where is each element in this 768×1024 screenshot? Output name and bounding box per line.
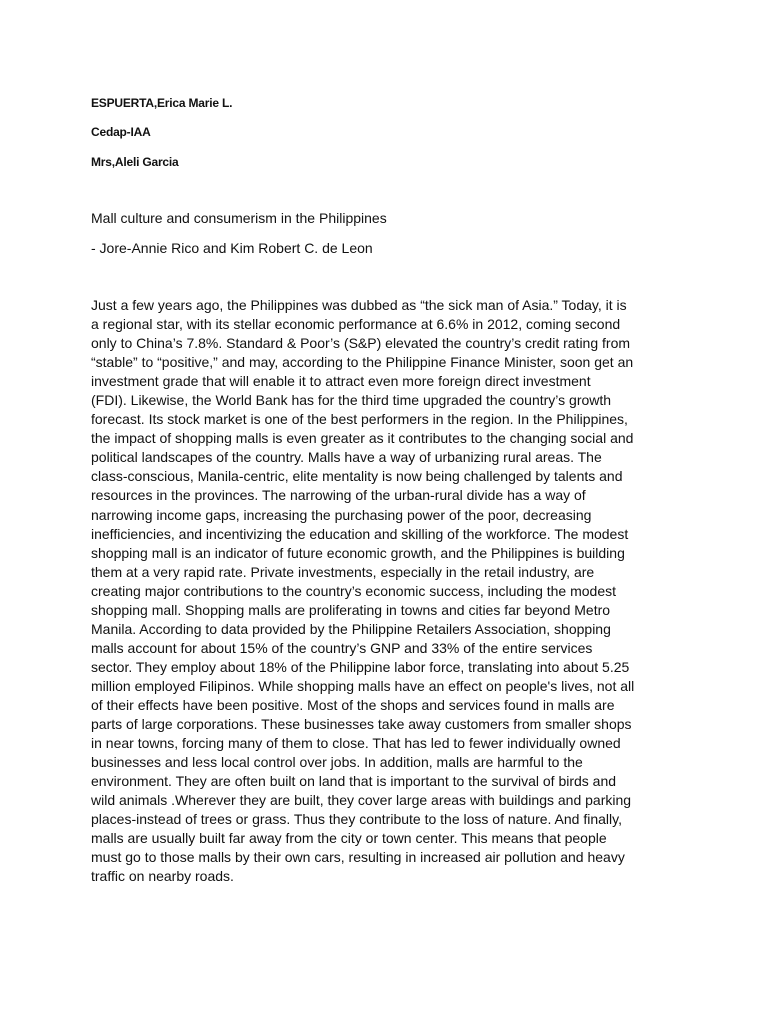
body-line: wild animals .Wherever they are built, they cover large areas with buildings and parking <box>91 792 632 809</box>
body-line: creating major contributions to the country’s economic success, including the modest <box>91 582 617 599</box>
body-line: must go to those malls by their own cars, resulting in increased air pollution and heavy <box>91 849 625 866</box>
body-line: in near towns, forcing many of them to close. That has led to fewer individually owned <box>91 735 621 752</box>
body-line: environment. They are often built on land that is important to the survival of birds and <box>91 773 617 790</box>
body-line: malls are usually built far away from the city or town center. This means that people <box>91 830 607 847</box>
body-line: traffic on nearby roads. <box>91 868 234 885</box>
student-name: ESPUERTA,Erica Marie L. <box>91 96 233 110</box>
body-line: sector. They employ about 18% of the Philippine labor force, translating into about 5.25 <box>91 658 630 675</box>
body-line: a regional star, with its stellar economic performance at 6.6% in 2012, coming second <box>91 316 621 333</box>
body-line: them at a very rapid rate. Private investments, especially in the retail industry, are <box>91 563 595 580</box>
body-line: of their effects have been positive. Most of the shops and services found in malls are <box>91 696 615 713</box>
body-line: “stable” to “positive,” and may, according to the Philippine Finance Minister, soon get an <box>91 354 634 371</box>
body-line: places-instead of trees or grass. Thus they contribute to the loss of nature. And finally, <box>91 811 622 828</box>
body-line: parts of large corporations. These businesses take away customers from smaller shops <box>91 716 632 733</box>
body-line: (FDI). Likewise, the World Bank has for the third time upgraded the country’s growth <box>91 392 612 409</box>
body-line: forecast. Its stock market is one of the best performers in the region. In the Philippines, <box>91 411 628 428</box>
article-body <box>91 296 691 886</box>
body-line: resources in the provinces. The narrowing of the urban-rural divide has a way of <box>91 487 586 504</box>
body-line: Just a few years ago, the Philippines was dubbed as “the sick man of Asia.” Today, it is <box>91 297 627 313</box>
body-line: malls account for about 15% of the country’s GNP and 33% of the entire services <box>91 639 593 656</box>
teacher-name: Mrs,Aleli Garcia <box>91 155 179 169</box>
body-line: class-conscious, Manila-centric, elite mentality is now being challenged by talents and <box>91 468 623 485</box>
body-line: the impact of shopping malls is even greater as it contributes to the changing social and <box>91 430 634 447</box>
body-line: narrowing income gaps, increasing the purchasing power of the poor, decreasing <box>91 506 592 523</box>
body-line: inefficiencies, and incentivizing the education and skilling of the workforce. The modest <box>91 525 629 542</box>
article-title: Mall culture and consumerism in the Philippines <box>91 210 387 226</box>
body-line: political landscapes of the country. Malls have a way of urbanizing rural areas. The <box>91 449 602 466</box>
article-authors: - Jore-Annie Rico and Kim Robert C. de Leon <box>91 240 373 256</box>
body-line: businesses and less local control over jobs. In addition, malls are harmful to the <box>91 754 583 771</box>
body-line: shopping mall is an indicator of future economic growth, and the Philippines is building <box>91 544 625 561</box>
body-line: shopping mall. Shopping malls are proliferating in towns and cities far beyond Metro <box>91 601 611 618</box>
student-section: Cedap-IAA <box>91 125 151 139</box>
body-line: Manila. According to data provided by the Philippine Retailers Association, shopping <box>91 620 611 637</box>
body-line: investment grade that will enable it to attract even more foreign direct investment <box>91 373 591 390</box>
body-line: only to China’s 7.8%. Standard & Poor’s (S&P) elevated the country’s credit rating from <box>91 335 631 352</box>
body-line: million employed Filipinos. While shopping malls have an effect on people's lives, not all <box>91 677 635 694</box>
